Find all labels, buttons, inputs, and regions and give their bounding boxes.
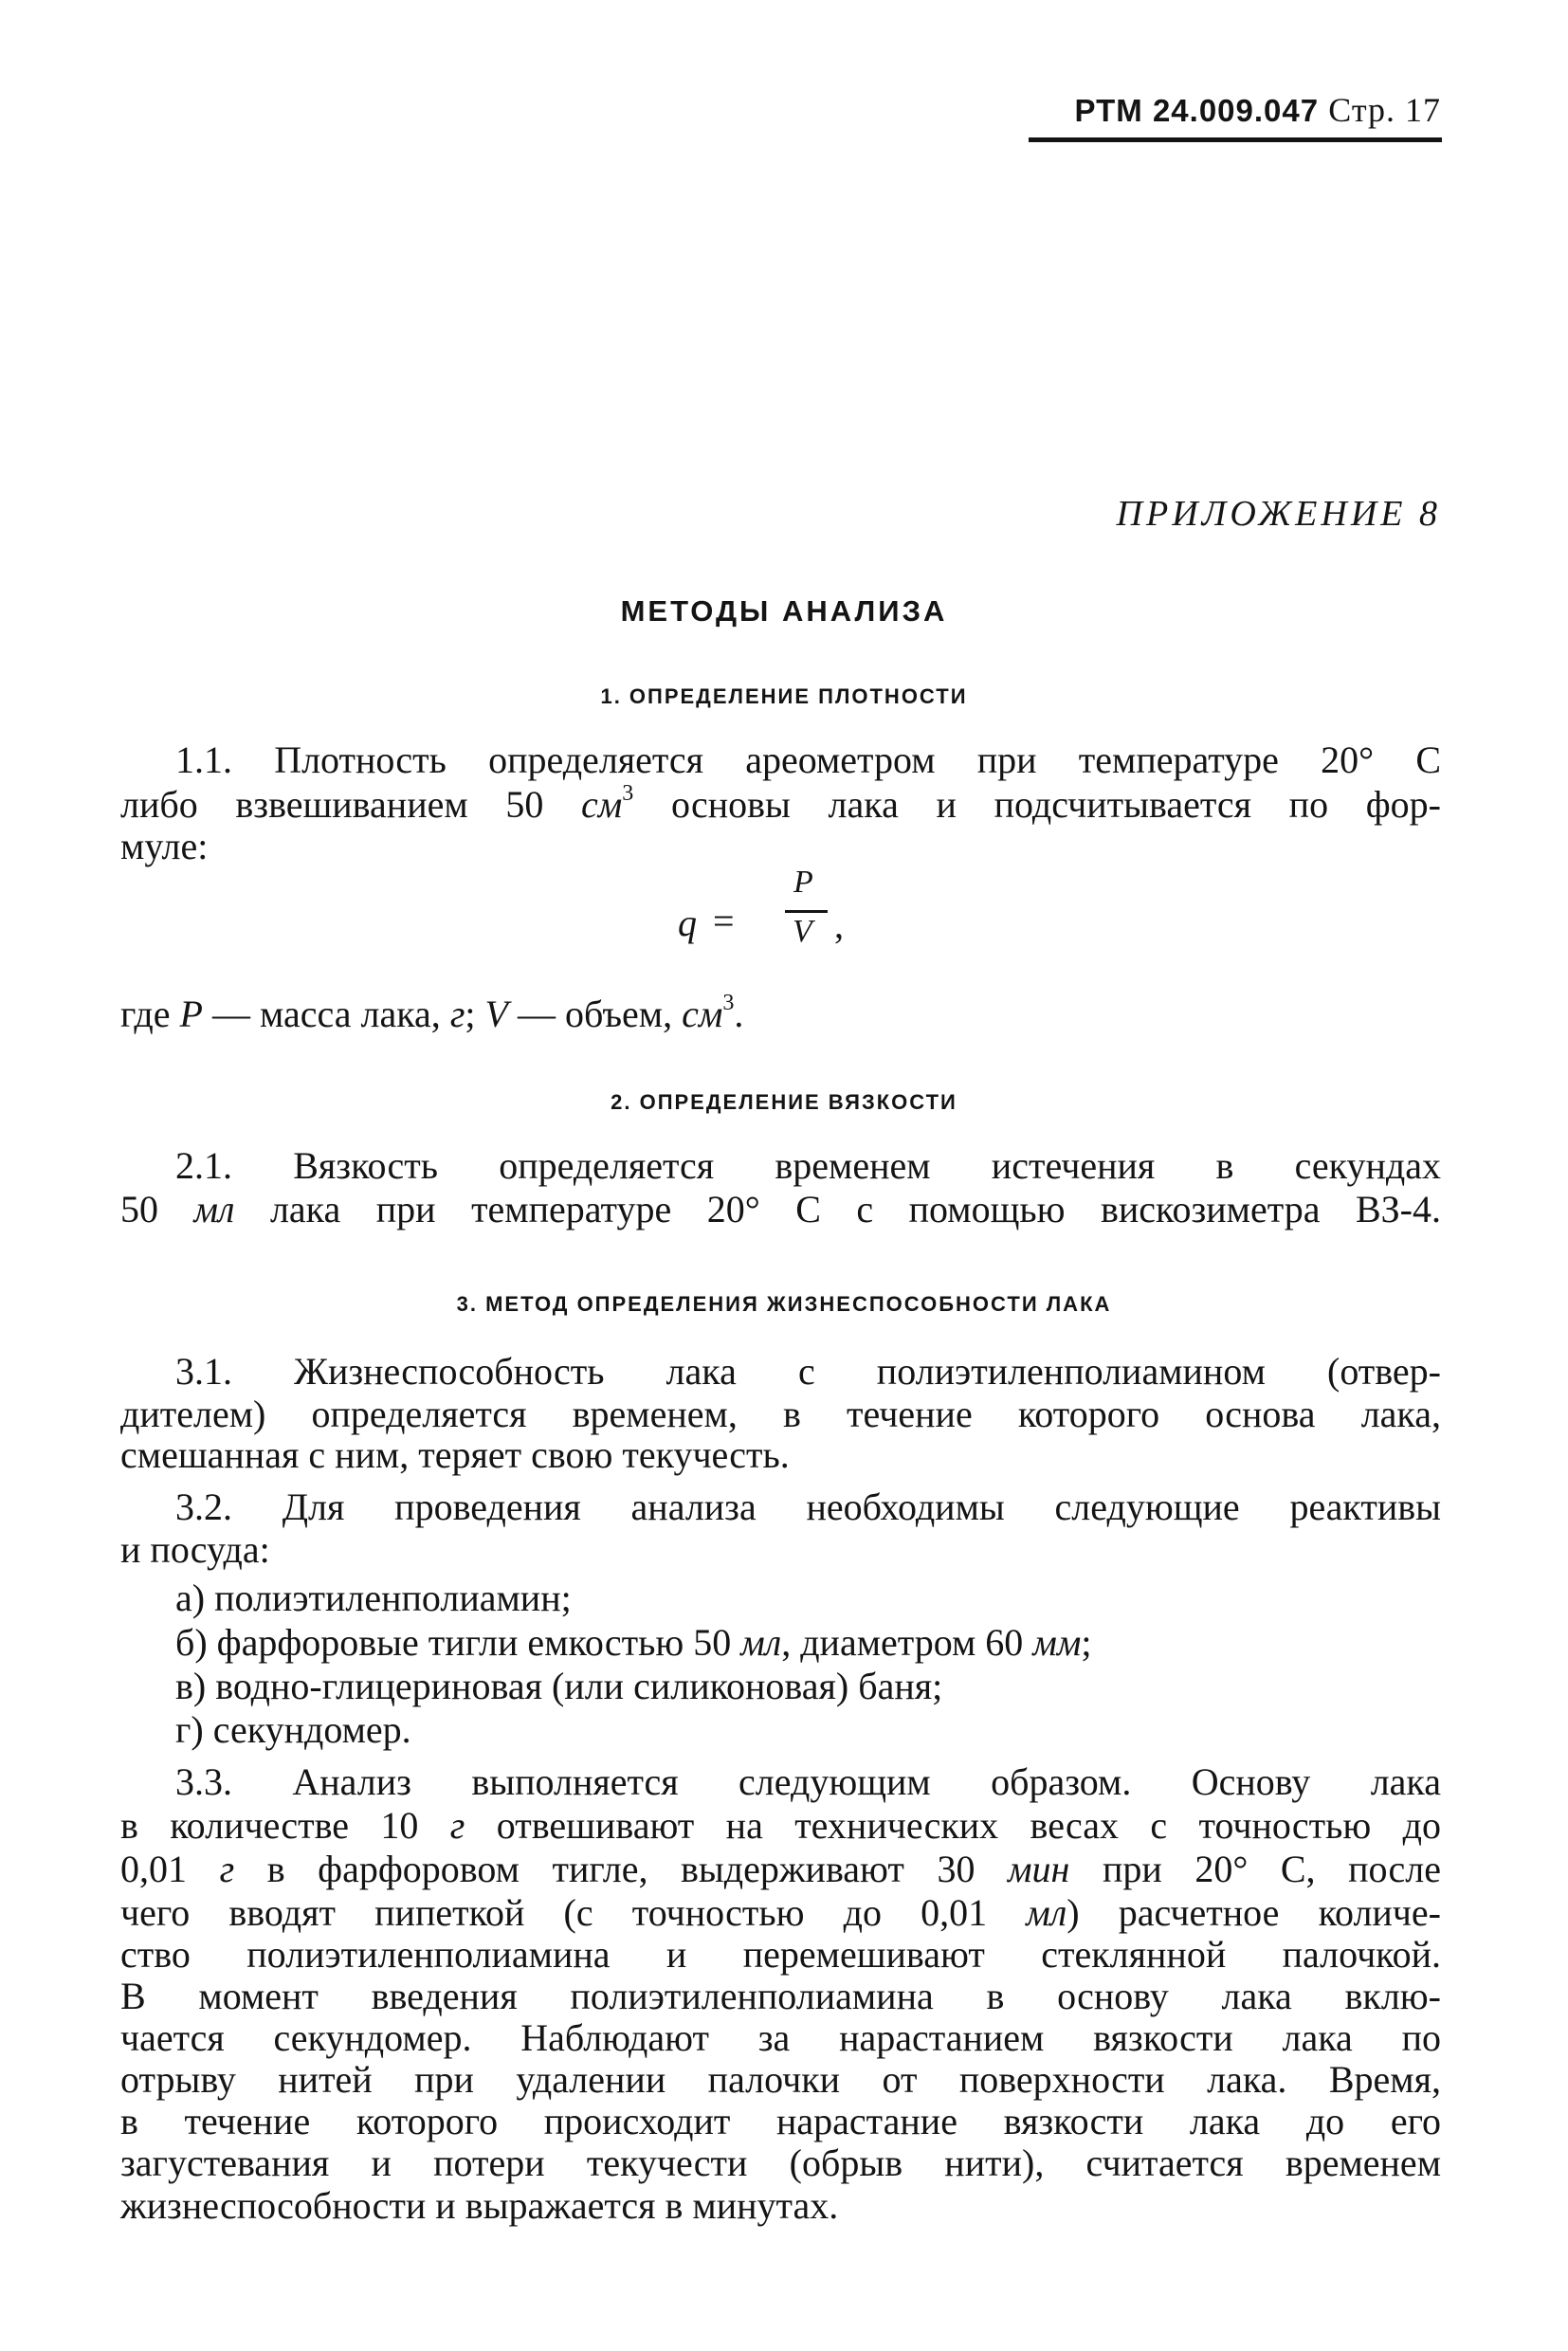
section-heading-2: 2. ОПРЕДЕЛЕНИЕ ВЯЗКОСТИ [611, 1090, 957, 1114]
paragraph-line: 2.1. Вязкость определяется временем истечения в секундах [175, 1144, 1441, 1187]
paragraph-line: 50 мл лака при температуре 20° С с помощью вискозиметра ВЗ-4. [120, 1188, 1441, 1230]
paragraph-line: муле: [120, 825, 209, 867]
list-item: б) фарфоровые тигли емкостью 50 мл, диаметром 60 мм; [175, 1621, 1092, 1664]
formula-comma: , [834, 903, 844, 946]
paragraph-line: либо взвешиванием 50 $см^3$ основы лака и подсчитывается по фор- [120, 780, 1441, 826]
paragraph-line: в течение которого происходит нарастание вязкости лака до его [120, 2100, 1441, 2142]
fraction-bar [785, 910, 828, 913]
paragraph-line: 3.1. Жизнеспособность лака с полиэтиленполиамином (отвер- [175, 1350, 1441, 1393]
density-formula [664, 865, 872, 959]
formula-equals: = [713, 900, 735, 942]
formula-numerator: P [793, 865, 813, 900]
list-item: а) полиэтиленполиамин; [175, 1576, 572, 1619]
paragraph-line: смешанная с ним, теряет свою текучесть. [120, 1433, 790, 1476]
paragraph-line: 3.2. Для проведения анализа необходимы следующие реактивы [175, 1485, 1441, 1528]
list-item: г) секундомер. [175, 1708, 411, 1751]
paragraph-line: 3.3. Анализ выполняется следующим образом. Основу лака [175, 1760, 1441, 1803]
paragraph-line: жизнеспособности и выражается в минутах. [120, 2184, 839, 2227]
formula-lhs: q [678, 902, 697, 944]
document-title: МЕТОДЫ АНАЛИЗА [620, 594, 948, 628]
paragraph-line: ство полиэтиленполиамина и перемешивают стеклянной палочкой. [120, 1933, 1441, 1976]
paragraph-line: отрыву нитей при удалении палочки от поверхности лака. Время, [120, 2058, 1441, 2101]
paragraph-line: 0,01 г в фарфоровом тигле, выдерживают 30 мин при 20° С, после [120, 1848, 1441, 1890]
section-heading-3: 3. МЕТОД ОПРЕДЕЛЕНИЯ ЖИЗНЕСПОСОБНОСТИ ЛАКА [456, 1292, 1112, 1316]
running-header [1033, 90, 1441, 130]
appendix-label: ПРИЛОЖЕНИЕ 8 [1116, 494, 1441, 534]
formula-legend: где P — масса лака, г; V — объем, $см^3$. [120, 990, 744, 1035]
list-item: в) водно-глицериновая (или силиконовая) баня; [175, 1665, 943, 1707]
paragraph-line: чается секундомер. Наблюдают за нарастанием вязкости лака по [120, 2016, 1441, 2059]
paragraph-line: 1.1. Плотность определяется ареометром при температуре 20° С [175, 738, 1441, 781]
formula-denominator: V [793, 914, 812, 949]
paragraph-line: В момент введения полиэтиленполиамина в основу лака вклю- [120, 1975, 1441, 2017]
paragraph-line: и посуда: [120, 1528, 270, 1571]
paragraph-line: чего вводят пипеткой (с точностью до 0,01 мл) расчетное количе- [120, 1891, 1441, 1934]
paragraph-line: дителем) определяется временем, в течение которого основа лака, [120, 1393, 1441, 1435]
document-id: РТМ 24.009.047 [1074, 93, 1320, 128]
paragraph-line: загустевания и потери текучести (обрыв нити), считается временем [120, 2141, 1441, 2184]
section-heading-1: 1. ОПРЕДЕЛЕНИЕ ПЛОТНОСТИ [600, 684, 968, 708]
paragraph-line: в количестве 10 г отвешивают на технических весах с точностью до [120, 1804, 1441, 1847]
page-number: Стр. 17 [1328, 91, 1441, 129]
header-rule [1029, 137, 1442, 142]
